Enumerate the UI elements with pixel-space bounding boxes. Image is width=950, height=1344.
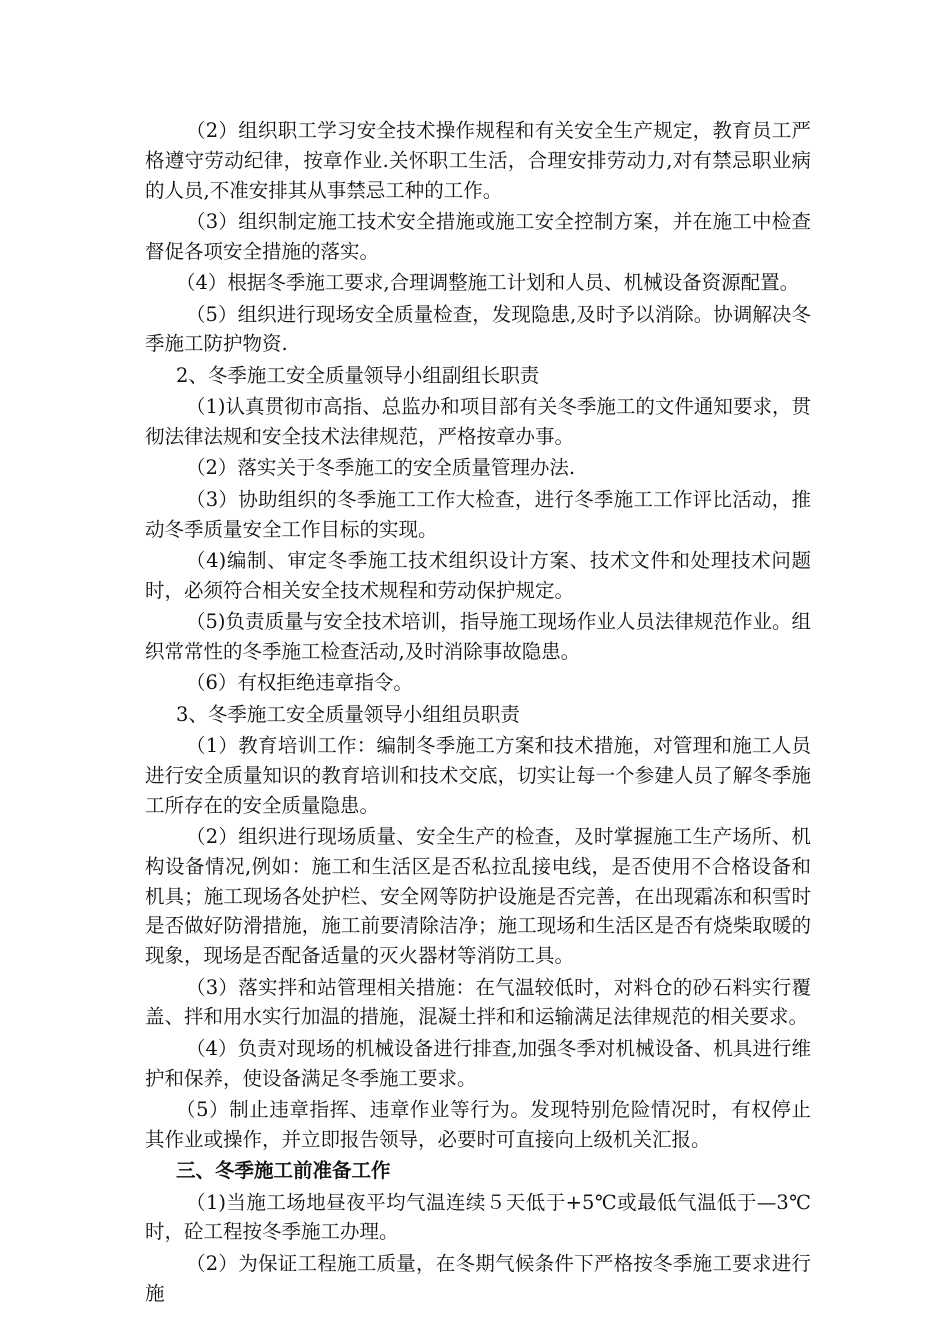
section-heading: 2、冬季施工安全质量领导小组副组长职责 (176, 363, 540, 387)
paragraph: （3）落实拌和站管理相关措施：在气温较低时，对料仓的砂石料实行覆盖、拌和用水实行加温的措施，混凝土拌和和运输满足法律规范的相关要求。 (145, 975, 811, 1029)
paragraph: （4)编制、审定冬季施工技术组织设计方案、技术文件和处理技术问题时，必须符合相关安全技术规程和劳动保护规定。 (145, 548, 811, 602)
paragraph: （2）落实关于冬季施工的安全质量管理办法. (186, 456, 576, 480)
paragraph: （6）有权拒绝违章指令。 (186, 671, 413, 695)
paragraph: （1）教育培训工作：编制冬季施工方案和技术措施，对管理和施工人员进行安全质量知识的教育培训和技术交底，切实让每一个参建人员了解冬季施工所存在的安全质量隐患。 (145, 734, 811, 817)
paragraph: （4）根据冬季施工要求,合理调整施工计划和人员、机械设备资源配置。 (176, 271, 800, 295)
chapter-heading: 三、冬季施工前准备工作 (176, 1159, 391, 1183)
section-heading: 3、冬季施工安全质量领导小组组员职责 (176, 702, 520, 726)
paragraph: （5）制止违章指挥、违章作业等行为。发现特别危险情况时，有权停止其作业或操作，并立即报告领导，必要时可直接向上级机关汇报。 (145, 1098, 811, 1151)
paragraph: （2）组织职工学习安全技术操作规程和有关安全生产规定，教育员工严格遵守劳动纪律，按章作业.关怀职工生活，合理安排劳动力,对有禁忌职业病的人员,不准安排其从事禁忌工种的工作。 (145, 119, 811, 202)
document-body (145, 116, 811, 1310)
paragraph: （1)认真贯彻市高指、总监办和项目部有关冬季施工的文件通知要求，贯彻法律法规和安全技术法律规范，严格按章办事。 (145, 395, 811, 448)
paragraph: （2）为保证工程施工质量，在冬期气候条件下严格按冬季施工要求进行施 (145, 1251, 811, 1305)
paragraph: （3）协助组织的冬季施工工作大检查，进行冬季施工工作评比活动，推动冬季质量安全工作目标的实现。 (145, 487, 811, 541)
paragraph: （5）组织进行现场安全质量检查，发现隐患,及时予以消除。协调解决冬季施工防护物资. (145, 302, 811, 356)
paragraph: （2）组织进行现场质量、安全生产的检查，及时掌握施工生产场所、机构设备情况,例如：施工和生活区是否私拉乱接电线，是否使用不合格设备和机具；施工现场各处护栏、安全网等防护设施是否完善，在出现霜冻和积雪时是否做好防滑措施，施工前要清除洁净；施工现场和生活区是否有烧柴取暖的现象，现场是否配备适量的灭火器材等消防工具。 (145, 825, 811, 968)
paragraph: （4）负责对现场的机械设备进行排查,加强冬季对机械设备、机具进行维护和保养，使设备满足冬季施工要求。 (145, 1036, 811, 1090)
paragraph: （1)当施工场地昼夜平均气温连续５天低于+5℃或最低气温低于—3℃时，砼工程按冬季施工办理。 (145, 1190, 811, 1244)
paragraph: （5)负责质量与安全技术培训，指导施工现场作业人员法律规范作业。组织常常性的冬季施工检查活动,及时消除事故隐患。 (145, 610, 811, 663)
paragraph: （3）组织制定施工技术安全措施或施工安全控制方案，并在施工中检查督促各项安全措施的落实。 (145, 209, 811, 263)
